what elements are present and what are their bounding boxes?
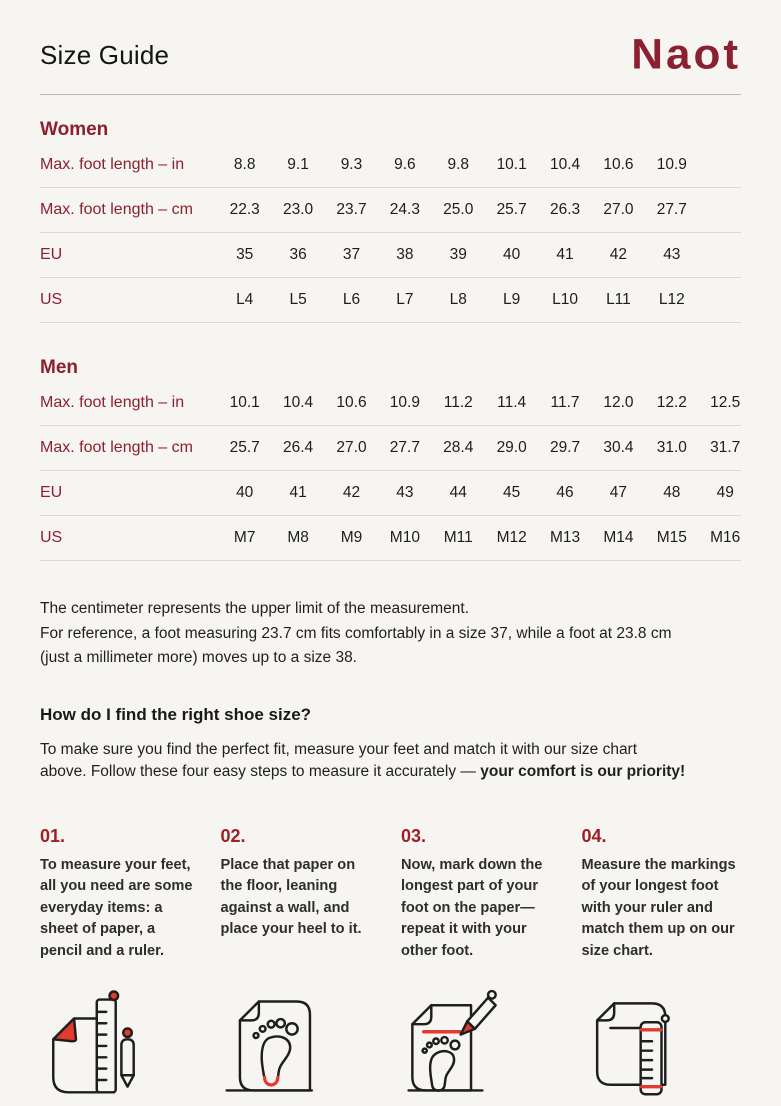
- size-value: M11: [443, 529, 473, 546]
- size-value: L7: [396, 291, 414, 308]
- section-heading: Men: [40, 357, 78, 378]
- size-row: [40, 188, 741, 233]
- row-label: Max. foot length – cm: [40, 201, 193, 218]
- size-value: 9.6: [394, 156, 416, 173]
- size-value: 30.4: [603, 439, 634, 456]
- size-value: 25.7: [496, 201, 527, 218]
- size-value: 9.1: [287, 156, 309, 173]
- measure-ruler-icon: [582, 986, 742, 1106]
- faq-line-bold: your comfort is our priority!: [480, 763, 686, 780]
- naot-logo: Naot: [631, 31, 741, 79]
- size-value: 10.6: [603, 156, 634, 173]
- mark-foot-pencil-icon: [401, 986, 561, 1106]
- size-value: 10.9: [389, 394, 420, 411]
- size-value: 43: [663, 246, 681, 263]
- size-value: 27.7: [656, 201, 687, 218]
- step-text: To measure your feet, all you need are some everyday items: a sheet of paper, a pencil and a ruler.: [40, 856, 193, 959]
- women-size-table: [40, 117, 741, 323]
- size-row: [40, 233, 741, 278]
- size-value: 36: [289, 246, 307, 263]
- size-value: 10.4: [549, 156, 581, 173]
- faq-body: [40, 739, 741, 784]
- step-4: [582, 826, 742, 963]
- size-value: 42: [342, 484, 361, 501]
- size-value: 44: [449, 484, 467, 501]
- size-value: 41: [556, 246, 574, 263]
- size-value: M9: [340, 529, 363, 546]
- step-text: Now, mark down the longest part of your foot on the paper—repeat it with your other foot.: [401, 856, 543, 959]
- size-value: 47: [609, 484, 628, 501]
- size-value: 27.0: [603, 201, 634, 218]
- row-label: US: [40, 291, 63, 308]
- note-line: (just a millimeter more) moves up to a size 38.: [40, 649, 357, 666]
- page-title: Size Guide: [40, 39, 170, 70]
- faq-line: To make sure you find the perfect fit, measure your feet and match it with our size chart: [40, 740, 638, 758]
- size-value: 39: [449, 246, 467, 263]
- size-value: 10.4: [283, 394, 314, 411]
- size-row: [40, 471, 741, 516]
- size-value: L12: [658, 291, 685, 308]
- size-value: L4: [236, 291, 254, 308]
- header-divider: [40, 94, 741, 95]
- measuring-steps: [40, 826, 741, 963]
- size-value: 31.7: [710, 439, 741, 456]
- size-value: 46: [556, 484, 574, 501]
- step-3: [401, 826, 561, 963]
- size-value: 25.0: [443, 201, 474, 218]
- row-label: US: [40, 529, 63, 546]
- size-value: M8: [287, 529, 309, 546]
- size-value: M14: [603, 529, 634, 546]
- size-value: 11.4: [497, 394, 527, 411]
- size-value: M10: [389, 529, 420, 546]
- size-value: 26.4: [283, 439, 314, 456]
- step-icons-row: [40, 986, 741, 1106]
- size-value: 10.9: [656, 156, 687, 173]
- size-row: [40, 426, 741, 471]
- size-value: 49: [716, 484, 734, 501]
- size-value: L10: [552, 291, 578, 308]
- size-value: 12.0: [603, 394, 634, 411]
- size-value: 27.7: [389, 439, 420, 456]
- size-value: L9: [503, 291, 521, 308]
- size-row: [40, 143, 741, 188]
- size-value: 29.0: [496, 439, 527, 456]
- size-rows: [40, 381, 741, 561]
- size-value: 40: [236, 484, 254, 501]
- row-label: Max. foot length – in: [40, 394, 185, 411]
- row-label: EU: [40, 246, 63, 263]
- size-value: 25.7: [229, 439, 260, 456]
- faq-line-regular: above. Follow these four easy steps to measure it accurately —: [40, 763, 481, 780]
- size-value: 29.7: [549, 439, 581, 456]
- size-rows: [40, 143, 741, 323]
- size-row: [40, 381, 741, 426]
- size-value: 11.2: [443, 394, 473, 411]
- step-1: [40, 826, 200, 963]
- header: [40, 0, 741, 82]
- size-value: 40: [503, 246, 521, 263]
- step-2: [221, 826, 381, 963]
- size-row: [40, 516, 741, 561]
- section-heading: Women: [40, 119, 109, 140]
- size-value: M12: [496, 529, 527, 546]
- size-value: 8.8: [233, 156, 256, 173]
- size-value: 31.0: [656, 439, 687, 456]
- step-number: 03.: [401, 825, 427, 846]
- step-number: 01.: [40, 825, 66, 846]
- size-value: 9.8: [447, 156, 470, 173]
- faq-heading: How do I find the right shoe size?: [40, 704, 312, 724]
- size-value: 45: [503, 484, 521, 501]
- size-value: 43: [396, 484, 414, 501]
- paper-ruler-pencil-icon: [40, 986, 200, 1106]
- paper-footprint-heel-icon: [221, 986, 381, 1106]
- size-value: L11: [606, 291, 631, 308]
- size-value: L5: [289, 291, 307, 308]
- size-value: 9.3: [340, 156, 363, 173]
- size-value: 24.3: [389, 201, 420, 218]
- size-value: 12.2: [656, 394, 687, 411]
- step-number: 02.: [220, 825, 246, 846]
- size-value: 38: [396, 246, 414, 263]
- size-value: 23.0: [283, 201, 314, 218]
- size-value: 22.3: [229, 201, 260, 218]
- size-row: [40, 278, 741, 323]
- size-value: 10.1: [229, 394, 260, 411]
- size-value: 26.3: [549, 201, 581, 218]
- size-value: 37: [342, 246, 361, 263]
- note-line: For reference, a foot measuring 23.7 cm fits comfortably in a size 37, while a foot at 23.8 cm: [40, 624, 672, 642]
- size-value: 12.5: [710, 394, 741, 411]
- size-value: 10.1: [496, 156, 527, 173]
- size-value: 41: [289, 484, 307, 501]
- row-label: EU: [40, 484, 63, 501]
- size-value: L6: [342, 291, 361, 308]
- size-value: 35: [236, 246, 254, 263]
- note-line: The centimeter represents the upper limit of the measurement.: [40, 600, 470, 617]
- measurement-note: [40, 597, 741, 671]
- size-value: 48: [663, 484, 681, 501]
- row-label: Max. foot length – in: [40, 156, 185, 173]
- size-value: 27.0: [336, 439, 367, 456]
- size-value: L8: [449, 291, 467, 308]
- size-value: M7: [233, 529, 256, 546]
- size-value: 23.7: [336, 201, 367, 218]
- size-value: 28.4: [443, 439, 474, 456]
- size-value: 11.7: [550, 394, 580, 411]
- size-value: M15: [656, 529, 687, 546]
- men-size-table: [40, 355, 741, 561]
- step-text: Measure the markings of your longest foot with your ruler and match them up on our size chart.: [581, 856, 736, 959]
- row-label: Max. foot length – cm: [40, 439, 193, 456]
- step-number: 04.: [581, 825, 607, 846]
- size-value: M13: [549, 529, 581, 546]
- step-text: Place that paper on the floor, leaning against a wall, and place your heel to it.: [220, 856, 362, 937]
- size-value: 10.6: [336, 394, 367, 411]
- size-value: M16: [710, 529, 741, 546]
- faq-line: [40, 761, 741, 784]
- size-value: 42: [609, 246, 628, 263]
